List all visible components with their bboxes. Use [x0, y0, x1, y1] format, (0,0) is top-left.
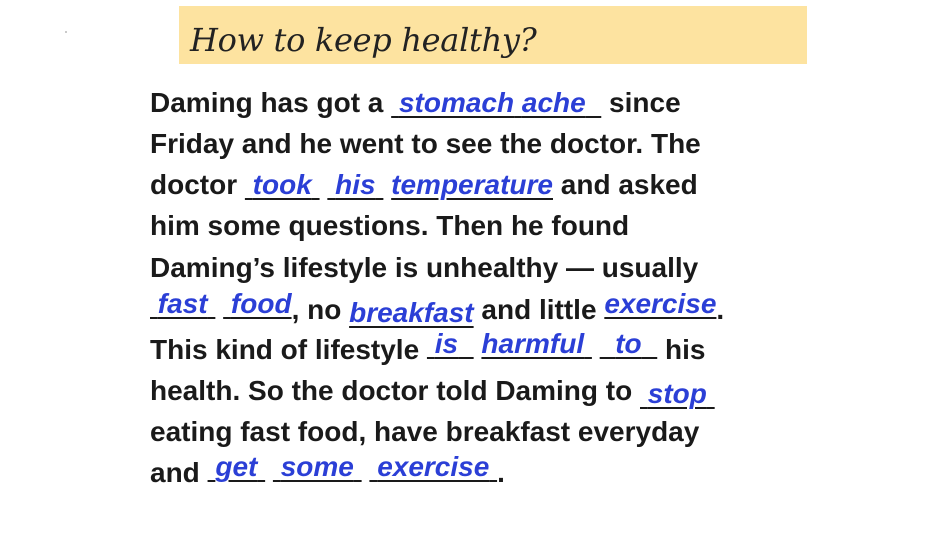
text: , no: [291, 294, 350, 325]
answer-his: his: [335, 169, 376, 200]
answer-is: is: [434, 328, 459, 359]
text: him some questions. Then he found: [150, 210, 630, 241]
answer-to: to: [615, 328, 642, 359]
passage-line-9: [150, 412, 699, 452]
decorative-dot: [65, 31, 67, 33]
passage-line-1: [150, 83, 681, 123]
text: and little: [473, 294, 605, 325]
text: and: [150, 457, 208, 488]
text: This kind of lifestyle: [150, 334, 427, 365]
text: Friday and he went to see the doctor. The: [150, 128, 701, 159]
text: .: [716, 294, 725, 325]
answer-harmful: harmful: [481, 328, 585, 359]
text: since: [601, 87, 681, 118]
answer-exercise-2: exercise: [377, 451, 490, 482]
text: .: [497, 457, 505, 488]
answer-fast: fast: [157, 288, 208, 319]
answer-some: some: [280, 451, 354, 482]
text: doctor: [150, 169, 245, 200]
passage-line-7: [150, 330, 705, 370]
passage-line-6: [150, 290, 724, 330]
passage-line-2: [150, 124, 701, 164]
text: his: [657, 334, 706, 365]
text: Daming’s lifestyle is unhealthy — usually: [150, 252, 699, 283]
passage-line-3: [150, 165, 698, 205]
text: eating fast food, have breakfast everyday: [150, 416, 700, 447]
passage-line-8: [150, 371, 715, 411]
answer-temperature: temperature: [391, 169, 553, 200]
passage-line-5: [150, 248, 698, 288]
title-banner: [179, 6, 807, 64]
answer-get: get: [215, 451, 258, 482]
answer-breakfast: breakfast: [349, 297, 474, 328]
answer-stop: stop: [647, 378, 707, 409]
answer-exercise: exercise: [604, 288, 717, 319]
answer-food: food: [230, 288, 292, 319]
text: and asked: [553, 169, 698, 200]
text: health. So the doctor told Daming to: [150, 375, 640, 406]
page-title: How to keep healthy?: [190, 21, 537, 59]
passage-line-10: [150, 453, 505, 493]
answer-ache: ache: [521, 87, 586, 118]
answer-stomach: stomach: [398, 87, 515, 118]
text: Daming has got a: [150, 87, 392, 118]
passage-line-4: [150, 206, 629, 246]
answer-took: took: [252, 169, 312, 200]
